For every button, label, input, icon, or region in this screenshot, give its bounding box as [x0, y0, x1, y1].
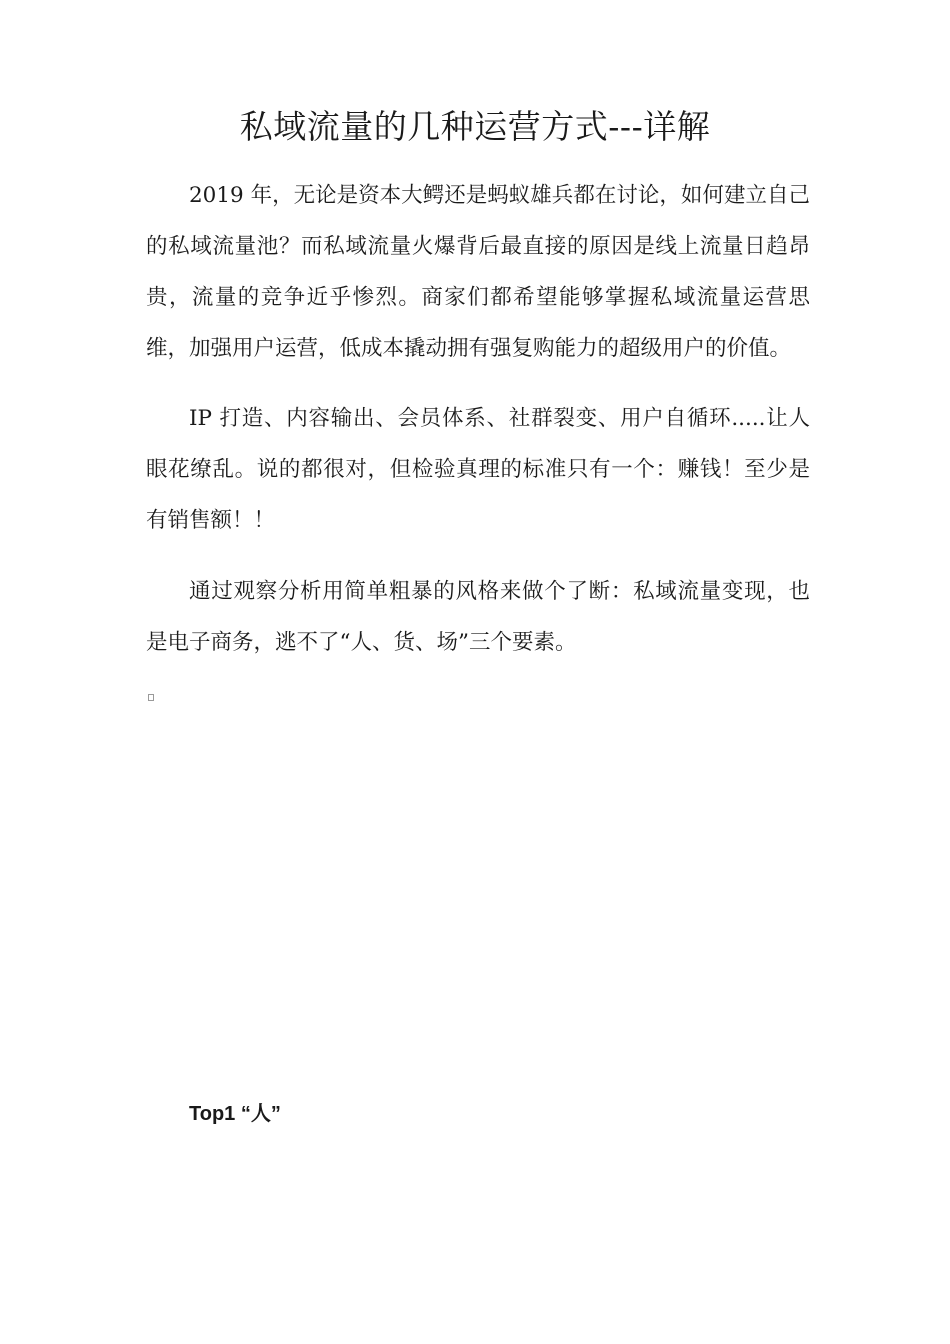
- paragraph-conclusion: 通过观察分析用简单粗暴的风格来做个了断：私域流量变现，也是电子商务，逃不了“人、货、场”三个要素。: [146, 579, 810, 655]
- section-heading-top1: Top1 “人”: [189, 1103, 281, 1125]
- broken-image-icon: [148, 694, 154, 701]
- document-title: 私域流量的几种运营方式---详解: [239, 107, 711, 146]
- paragraph-intro: 2019 年，无论是资本大鳄还是蚂蚁雄兵都在讨论，如何建立自己的私域流量池？而私域流量火爆背后最直接的原因是线上流量日趋昂贵，流量的竞争近乎惨烈。商家们都希望能够掌握私域流量运营思维，加强用户运营，低成本撬动拥有强复购能力的超级用户的价值。: [146, 183, 810, 361]
- paragraph-methods: IP 打造、内容输出、会员体系、社群裂变、用户自循环.....让人眼花缭乱。说的都很对，但检验真理的标准只有一个：赚钱！至少是有销售额！！: [146, 406, 810, 533]
